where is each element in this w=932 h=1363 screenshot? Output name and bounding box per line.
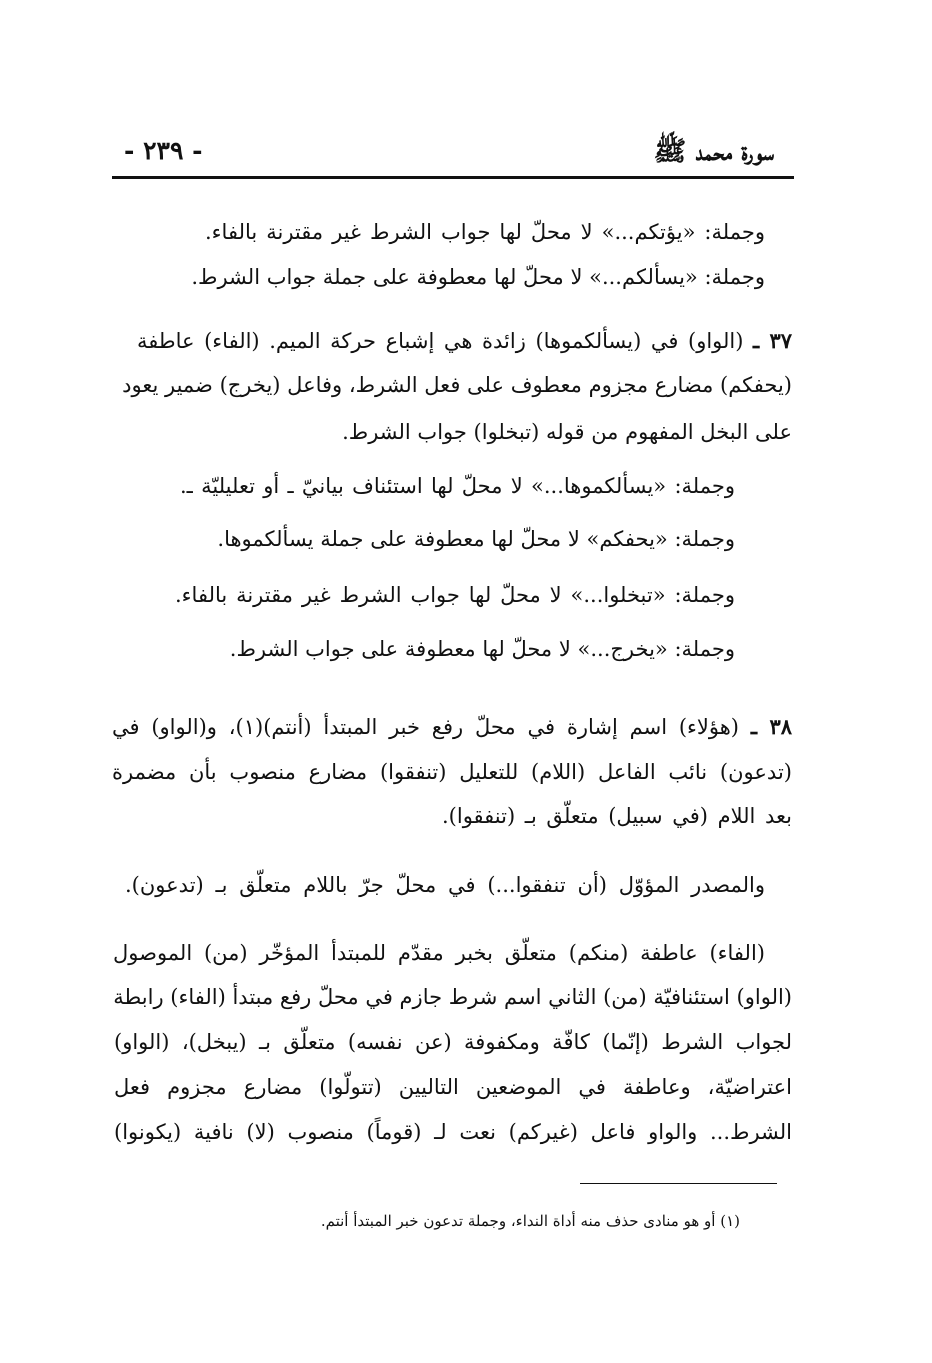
surah-title: سورة محمد ﷺ bbox=[653, 136, 774, 167]
footnote: (١) أو هو منادى حذف منه أداة النداء، وجملة تدعون خبر المبتدأ أنتم. bbox=[320, 1212, 740, 1230]
paragraph-37-line: (يحفكم) مضارع مجزوم معطوف على فعل الشرط، وفاعل (يخرج) ضمير يعود bbox=[122, 373, 792, 397]
paragraph-number: ٣٨ ـ bbox=[750, 714, 792, 739]
sentence-analysis-line: وجملة: «يسألكموها...» لا محلّ لها استئناف بيانيّ ـ أو تعليليّة ـ. bbox=[180, 474, 735, 498]
paragraph-number: ٣٧ ـ bbox=[753, 328, 792, 353]
header-rule bbox=[112, 176, 794, 179]
text-line: والمصدر المؤوّل (أن تنفقوا...) في محلّ جرّ باللام متعلّق بـ (تدعون). bbox=[125, 873, 765, 897]
text-line: (الواو) استئنافيّة (من) الثاني اسم شرط جازم في محلّ رفع مبتدأ (الفاء) رابطة bbox=[113, 985, 792, 1009]
text-line: لجواب الشرط (إنّما) كافّة ومكفوفة (عن نفسه) متعلّق بـ (يبخل)، (الواو) bbox=[114, 1030, 792, 1054]
sentence-analysis-line: وجملة: «يحفكم» لا محلّ لها معطوفة على جملة يسألكموها. bbox=[217, 527, 735, 551]
text-line: وجملة: «يؤتكم...» لا محلّ لها جواب الشرط غير مقترنة بالفاء. bbox=[205, 220, 765, 244]
paragraph-38-line: (تدعون) نائب الفاعل (اللام) للتعليل (تنفقوا) مضارع منصوب بأن مضمرة bbox=[112, 760, 792, 784]
paragraph-37-line: على البخل المفهوم من قوله (تبخلوا) جواب الشرط. bbox=[342, 420, 792, 444]
page-header bbox=[112, 130, 794, 176]
paragraph-38-line: بعد اللام (في سبيل) متعلّق بـ (تنفقوا). bbox=[442, 804, 792, 828]
text-line: وجملة: «يسألكم...» لا محلّ لها معطوفة على جملة جواب الشرط. bbox=[191, 265, 765, 289]
text-line: اعتراضيّة، وعاطفة في الموضعين التاليين (تتولّوا) مضارع مجزوم فعل bbox=[114, 1075, 792, 1099]
paragraph-38-line: ٣٨ ـ (هؤلاء) اسم إشارة في محلّ رفع خبر المبتدأ (أنتم)(١)، و(الواو) في bbox=[112, 714, 792, 739]
footnote-rule bbox=[580, 1183, 777, 1184]
sentence-analysis-line: وجملة: «يخرج...» لا محلّ لها معطوفة على جواب الشرط. bbox=[229, 637, 735, 661]
page-number: - ٢٣٩ - bbox=[124, 136, 203, 165]
paragraph-37-line: ٣٧ ـ (الواو) في (يسألكموها) زائدة هي إشباع حركة الميم. (الفاء) عاطفة bbox=[137, 328, 792, 353]
text-line: الشرط... والواو فاعل (غيركم) نعت لـ (قوماً) منصوب (لا) نافية (يكونوا) bbox=[114, 1120, 792, 1144]
text-line: (الفاء) عاطفة (منكم) متعلّق بخبر مقدّم للمبتدأ المؤخّر (من) الموصول bbox=[113, 941, 765, 965]
sentence-analysis-line: وجملة: «تبخلوا...» لا محلّ لها جواب الشرط غير مقترنة بالفاء. bbox=[175, 583, 735, 607]
